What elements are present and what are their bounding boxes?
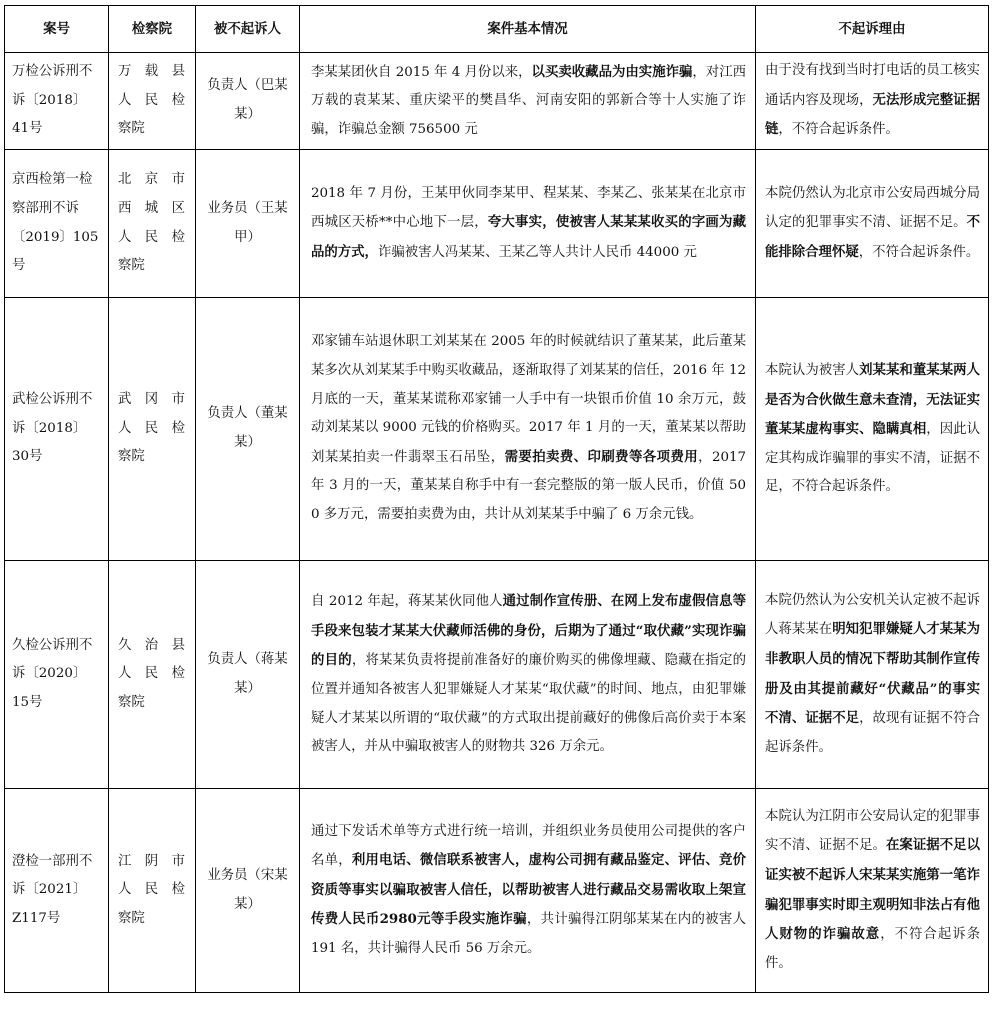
case-number: 澄检一部刑不诉〔2021〕Z117号 xyxy=(5,789,109,993)
header-row xyxy=(5,6,989,53)
case-number: 武检公诉刑不诉〔2018〕30号 xyxy=(5,298,109,561)
table-row xyxy=(5,561,989,789)
defendant: 负责人（巴某某） xyxy=(196,53,300,150)
defendant: 负责人（蒋某某） xyxy=(196,561,300,789)
procuratorate: 北京市 西城区 人民检 察院 xyxy=(109,150,196,298)
case-number: 京西检第一检察部刑不诉〔2019〕105号 xyxy=(5,150,109,298)
case-facts: 自 2012 年起，蒋某某伙同他人通过制作宣传册、在网上发布虚假信息等手段来包装才某某大伏藏师活佛的身份，后期为了通过“取伏藏”实现诈骗的目的，将某某负责将提前准备好的廉价购买的佛像埋藏、隐藏在指定的位置并通知各被害人犯罪嫌疑人才某某“取伏藏”的时间、地点，由犯罪嫌疑人才某某以所谓的“取伏藏”的方式取出提前藏好的佛像后高价卖于本案被害人，并从中骗取被害人的财物共 326 万余元。 xyxy=(300,561,756,789)
case-facts: 李某某团伙自 2015 年 4 月份以来，以买卖收藏品为由实施诈骗，对江西万载的袁某某、重庆梁平的樊昌华、河南安阳的郭新合等十人实施了诈骗，诈骗总金额 756500 元 xyxy=(300,53,756,150)
table-row xyxy=(5,150,989,298)
table-row xyxy=(5,789,989,993)
header-case-no: 案号 xyxy=(5,6,109,53)
case-facts: 2018 年 7 月份，王某甲伙同李某甲、程某某、李某乙、张某某在北京市西城区天桥**中心地下一层，夸大事实，使被害人某某某收买的字画为藏品的方式，诈骗被害人冯某某、王某乙等人共计人民币 44000 元 xyxy=(300,150,756,298)
non-prosecution-reason: 本院认为江阴市公安局认定的犯罪事实不清、证据不足。在案证据不足以证实被不起诉人宋某某实施第一笔诈骗犯罪事实时即主观明知非法占有他人财物的诈骗故意，不符合起诉条件。 xyxy=(756,789,989,993)
defendant: 业务员（宋某某） xyxy=(196,789,300,993)
case-facts: 邓家铺车站退休职工刘某某在 2005 年的时候就结识了董某某，此后董某某多次从刘某某手中购买收藏品，逐渐取得了刘某某的信任，2016 年 12 月底的一天，董某某谎称邓家铺一人手中有一块银币价值 10 余万元，鼓动刘某某以 9000 元钱的价格购买。2017 年 1 月的一天，董某某以帮助刘某某拍卖一件翡翠玉石吊坠，需要拍卖费、印刷费等各项费用，2017 年 3 月的一天，董某某自称手中有一套完整版的第一版人民币，价值 500 多万元，需要拍卖费为由，共计从刘某某手中骗了 6 万余元钱。 xyxy=(300,298,756,561)
procuratorate: 江阴市 人民检 察院 xyxy=(109,789,196,993)
procuratorate: 万载县 人民检 察院 xyxy=(109,53,196,150)
table-row xyxy=(5,298,989,561)
non-prosecution-reason: 本院认为被害人刘某某和董某某两人是否为合伙做生意未查清，无法证实董某某虚构事实、隐瞒真相，因此认定其构成诈骗罪的事实不清，证据不足，不符合起诉条件。 xyxy=(756,298,989,561)
header-defendant: 被不起诉人 xyxy=(196,6,300,53)
case-number: 久检公诉刑不诉〔2020〕15号 xyxy=(5,561,109,789)
non-prosecution-reason: 由于没有找到当时打电话的员工核实通话内容及现场，无法形成完整证据链，不符合起诉条件。 xyxy=(756,53,989,150)
case-number: 万检公诉刑不诉〔2018〕41号 xyxy=(5,53,109,150)
non-prosecution-reason: 本院仍然认为北京市公安局西城分局认定的犯罪事实不清、证据不足。不能排除合理怀疑，不符合起诉条件。 xyxy=(756,150,989,298)
header-procuratorate: 检察院 xyxy=(109,6,196,53)
cases-table xyxy=(4,5,989,993)
procuratorate: 武冈市 人民检 察院 xyxy=(109,298,196,561)
procuratorate: 久治县 人民检 察院 xyxy=(109,561,196,789)
header-reason: 不起诉理由 xyxy=(756,6,989,53)
defendant: 业务员（王某甲） xyxy=(196,150,300,298)
non-prosecution-reason: 本院仍然认为公安机关认定被不起诉人蒋某某在明知犯罪嫌疑人才某某为非教职人员的情况下帮助其制作宣传册及由其提前藏好“伏藏品”的事实不清、证据不足，故现有证据不符合起诉条件。 xyxy=(756,561,989,789)
table-row xyxy=(5,53,989,150)
header-facts: 案件基本情况 xyxy=(300,6,756,53)
case-facts: 通过下发话术单等方式进行统一培训，并组织业务员使用公司提供的客户名单，利用电话、微信联系被害人，虚构公司拥有藏品鉴定、评估、竞价资质等事实以骗取被害人信任，以帮助被害人进行藏品交易需收取上架宣传费人民币2980元等手段实施诈骗，共计骗得江阴邬某某在内的被害人 191 名，共计骗得人民币 56 万余元。 xyxy=(300,789,756,993)
defendant: 负责人（董某某） xyxy=(196,298,300,561)
